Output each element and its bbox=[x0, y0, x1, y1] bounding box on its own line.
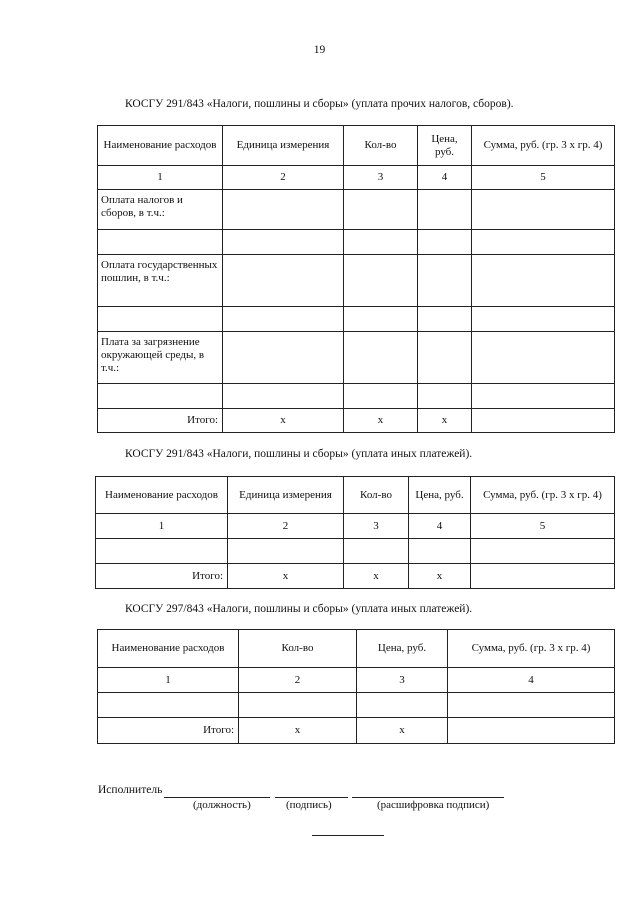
table-cell bbox=[344, 539, 409, 564]
page-number: 19 bbox=[313, 44, 326, 56]
column-number: 5 bbox=[472, 166, 615, 190]
total-cell: х bbox=[344, 564, 409, 589]
expense-table bbox=[97, 125, 615, 433]
total-label: Итого: bbox=[98, 409, 223, 433]
total-cell bbox=[472, 409, 615, 433]
column-number: 3 bbox=[344, 166, 418, 190]
table-row bbox=[96, 539, 615, 564]
column-header: Кол-во bbox=[344, 477, 409, 514]
position-caption: (должность) bbox=[193, 799, 251, 811]
column-header: Единица измерения bbox=[223, 126, 344, 166]
column-header: Наименование расходов bbox=[98, 126, 223, 166]
column-header: Цена, руб. bbox=[357, 630, 448, 668]
signature-line bbox=[275, 797, 348, 798]
column-number: 5 bbox=[471, 514, 615, 539]
total-cell bbox=[448, 718, 615, 744]
section-heading: КОСГУ 291/843 «Налоги, пошлины и сборы» (уплата прочих налогов, сборов). bbox=[125, 98, 514, 110]
table-cell bbox=[344, 190, 418, 230]
table-cell bbox=[223, 307, 344, 332]
table-cell bbox=[344, 332, 418, 384]
column-header: Сумма, руб. (гр. 3 х гр. 4) bbox=[471, 477, 615, 514]
section-heading: КОСГУ 297/843 «Налоги, пошлины и сборы» (уплата иных платежей). bbox=[125, 603, 473, 615]
total-row bbox=[98, 718, 615, 744]
total-cell: х bbox=[223, 409, 344, 433]
table-cell bbox=[344, 255, 418, 307]
column-number: 2 bbox=[223, 166, 344, 190]
total-cell: х bbox=[239, 718, 357, 744]
total-cell: х bbox=[228, 564, 344, 589]
column-number: 4 bbox=[409, 514, 471, 539]
table-cell bbox=[223, 332, 344, 384]
table-header-row bbox=[98, 630, 615, 668]
table-row bbox=[98, 190, 615, 230]
table-cell bbox=[472, 190, 615, 230]
total-label: Итого: bbox=[96, 564, 228, 589]
section-heading: КОСГУ 291/843 «Налоги, пошлины и сборы» (уплата иных платежей). bbox=[125, 448, 473, 460]
column-number: 1 bbox=[98, 668, 239, 693]
column-number: 2 bbox=[228, 514, 344, 539]
table-cell bbox=[418, 190, 472, 230]
table-cell bbox=[472, 384, 615, 409]
total-cell: х bbox=[357, 718, 448, 744]
table-cell bbox=[418, 384, 472, 409]
column-header: Наименование расходов bbox=[96, 477, 228, 514]
table-cell bbox=[357, 693, 448, 718]
name-decode-caption: (расшифровка подписи) bbox=[377, 799, 490, 811]
table-header-row bbox=[96, 477, 615, 514]
total-cell: х bbox=[418, 409, 472, 433]
table-cell bbox=[409, 539, 471, 564]
table-row bbox=[98, 230, 615, 255]
table-cell bbox=[418, 332, 472, 384]
table-cell bbox=[344, 307, 418, 332]
table-cell bbox=[98, 693, 239, 718]
table-cell bbox=[223, 255, 344, 307]
column-number: 4 bbox=[448, 668, 615, 693]
table-cell bbox=[96, 539, 228, 564]
column-header: Кол-во bbox=[344, 126, 418, 166]
table-cell bbox=[239, 693, 357, 718]
total-label: Итого: bbox=[98, 718, 239, 744]
column-number: 2 bbox=[239, 668, 357, 693]
name-decode-line bbox=[352, 797, 504, 798]
row-label: Плата за загрязнение окружающей среды, в т.ч.: bbox=[98, 332, 223, 384]
table-cell bbox=[472, 230, 615, 255]
table-cell bbox=[344, 384, 418, 409]
column-number: 3 bbox=[344, 514, 409, 539]
column-header: Цена, руб. bbox=[418, 126, 472, 166]
table-cell bbox=[472, 307, 615, 332]
total-row bbox=[98, 409, 615, 433]
table-row bbox=[98, 255, 615, 307]
column-number: 1 bbox=[96, 514, 228, 539]
table-cell bbox=[223, 230, 344, 255]
table-row bbox=[98, 384, 615, 409]
column-number-row bbox=[98, 668, 615, 693]
expense-table bbox=[95, 476, 615, 589]
column-header: Наименование расходов bbox=[98, 630, 239, 668]
row-label bbox=[98, 230, 223, 255]
row-label bbox=[98, 307, 223, 332]
expense-table bbox=[97, 629, 615, 744]
table-cell bbox=[228, 539, 344, 564]
column-header: Кол-во bbox=[239, 630, 357, 668]
column-number: 1 bbox=[98, 166, 223, 190]
table-cell bbox=[418, 230, 472, 255]
column-number: 4 bbox=[418, 166, 472, 190]
signature-label: Исполнитель bbox=[98, 784, 163, 796]
total-cell: х bbox=[344, 409, 418, 433]
table-row bbox=[98, 332, 615, 384]
table-cell bbox=[472, 332, 615, 384]
end-separator-line bbox=[312, 835, 384, 836]
total-cell: х bbox=[409, 564, 471, 589]
column-header: Сумма, руб. (гр. 3 х гр. 4) bbox=[472, 126, 615, 166]
position-line bbox=[164, 797, 270, 798]
table-row bbox=[98, 693, 615, 718]
signature-caption: (подпись) bbox=[286, 799, 332, 811]
row-label: Оплата налогов и сборов, в т.ч.: bbox=[98, 190, 223, 230]
column-number-row bbox=[98, 166, 615, 190]
column-number: 3 bbox=[357, 668, 448, 693]
column-number-row bbox=[96, 514, 615, 539]
column-header: Единица измерения bbox=[228, 477, 344, 514]
row-label bbox=[98, 384, 223, 409]
total-cell bbox=[471, 564, 615, 589]
table-cell bbox=[223, 190, 344, 230]
total-row bbox=[96, 564, 615, 589]
column-header: Сумма, руб. (гр. 3 х гр. 4) bbox=[448, 630, 615, 668]
table-cell bbox=[471, 539, 615, 564]
table-row bbox=[98, 307, 615, 332]
table-cell bbox=[223, 384, 344, 409]
table-cell bbox=[344, 230, 418, 255]
column-header: Цена, руб. bbox=[409, 477, 471, 514]
table-cell bbox=[418, 255, 472, 307]
table-header-row bbox=[98, 126, 615, 166]
table-cell bbox=[448, 693, 615, 718]
table-cell bbox=[418, 307, 472, 332]
table-cell bbox=[472, 255, 615, 307]
row-label: Оплата государственных пошлин, в т.ч.: bbox=[98, 255, 223, 307]
